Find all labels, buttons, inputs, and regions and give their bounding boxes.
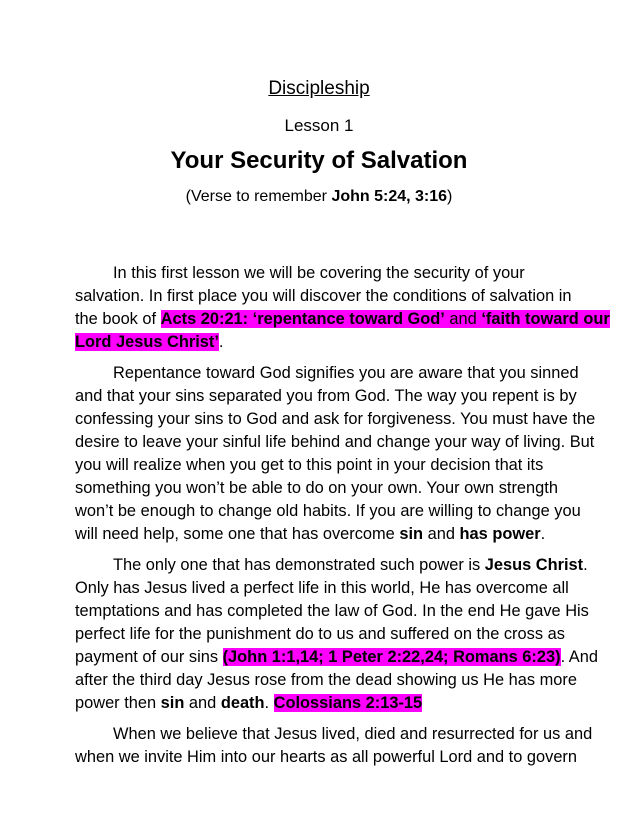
paragraph-1-line-4	[75, 331, 223, 353]
lesson-number: Lesson 1	[284, 116, 354, 135]
text: payment of our sins	[75, 648, 223, 666]
paragraph-2-line-5: you will realize when you get to this point in your decision that its	[75, 456, 544, 474]
bold-has-power: has power	[459, 525, 541, 543]
highlighted-colossians: Colossians 2:13-15	[273, 694, 423, 712]
paragraph-3-line-7	[75, 692, 422, 714]
paragraph-3-line-1	[113, 554, 588, 576]
text: and	[444, 310, 482, 328]
highlighted-verse-references: (John 1:1,14; 1 Peter 2:22,24; Romans 6:23)	[222, 648, 561, 666]
text: . And	[560, 648, 598, 666]
text: .	[218, 333, 224, 351]
text: The only one that has demonstrated such power is	[113, 556, 485, 574]
highlighted-lord-jesus-christ: Lord Jesus Christ’	[75, 333, 219, 351]
text: and	[423, 525, 460, 543]
text: .	[540, 525, 546, 543]
text: .	[264, 694, 274, 712]
paragraph-2-line-3: confessing your sins to God and ask for forgiveness. You must have the	[75, 410, 596, 428]
paragraph-2-line-1: Repentance toward God signifies you are aware that you sinned	[113, 364, 579, 382]
bold-death: death	[220, 694, 265, 712]
paragraph-3-line-2: Only has Jesus lived a perfect life in this world, He has overcome all	[75, 579, 569, 597]
verse-prefix: (Verse to remember	[185, 188, 332, 205]
paragraph-2-line-2: and that your sins separated you from God. The way you repent is by	[75, 387, 577, 405]
bold-sin: sin	[160, 694, 185, 712]
paragraph-3-line-3: temptations and has completed the law of God. In the end He gave His	[75, 602, 589, 620]
paragraph-2-line-8	[75, 523, 545, 545]
paragraph-4-line-2: when we invite Him into our hearts as all powerful Lord and to govern	[75, 748, 578, 766]
text: power then	[75, 694, 161, 712]
paragraph-3-line-4: perfect life for the punishment do to us and suffered on the cross as	[75, 625, 565, 643]
paragraph-2-line-7: won’t be enough to change old habits. If you are willing to change you	[75, 502, 581, 520]
highlighted-verse-acts: Acts 20:21: ‘repentance toward God’	[160, 310, 445, 328]
text: .	[583, 556, 588, 574]
text: and	[184, 694, 221, 712]
verse-to-remember	[0, 188, 638, 206]
paragraph-2-line-6: something you won’t be able to do on your own. Your own strength	[75, 479, 558, 497]
paragraph-1-line-2: salvation. In first place you will discover the conditions of salvation in	[75, 287, 572, 305]
highlighted-faith-phrase: ‘faith toward our	[481, 310, 610, 328]
bold-jesus-christ: Jesus Christ	[484, 556, 584, 574]
verse-suffix: )	[447, 188, 453, 205]
paragraph-3-line-5	[75, 646, 598, 668]
document-title: Discipleship	[268, 78, 370, 99]
paragraph-1-line-3	[75, 308, 610, 330]
paragraph-3-line-6: after the third day Jesus rose from the dead showing us He has more	[75, 671, 577, 689]
paragraph-2-line-4: desire to leave your sinful life behind and change your way of living. But	[75, 433, 595, 451]
text: the book of	[75, 310, 161, 328]
paragraph-1-line-1: In this first lesson we will be covering the security of your	[113, 264, 525, 282]
verse-references: John 5:24, 3:16	[331, 188, 448, 205]
paragraph-4-line-1: When we believe that Jesus lived, died and resurrected for us and	[113, 725, 593, 743]
lesson-title: Your Security of Salvation	[170, 147, 468, 174]
bold-sin: sin	[399, 525, 424, 543]
text: will need help, some one that has overcome	[75, 525, 400, 543]
